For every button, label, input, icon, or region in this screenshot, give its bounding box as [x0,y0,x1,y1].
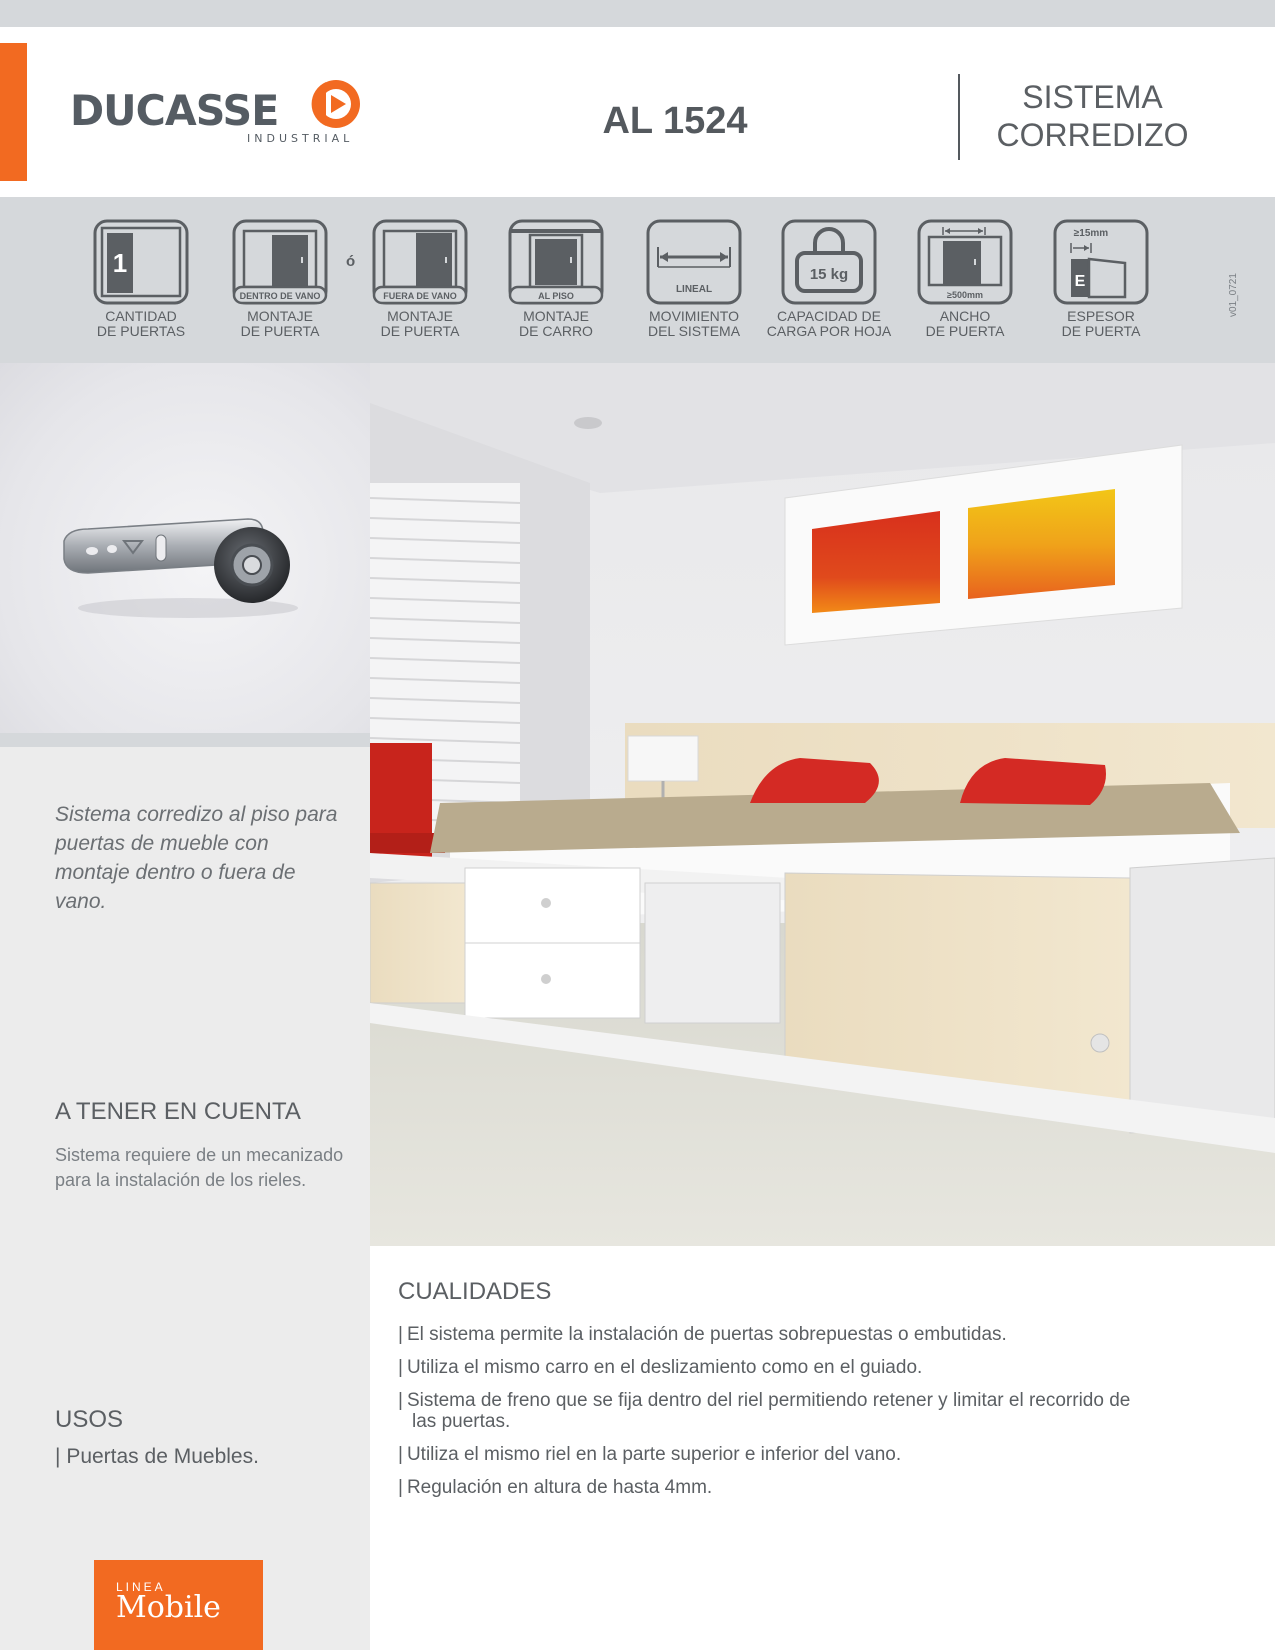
list-item: | Sistema de freno que se fija dentro del riel permitiendo retener y limitar el recorrido de las puertas. [398,1390,1131,1432]
painting-orange [968,489,1115,599]
feature-label: MONTAJE DE PUERTA [240,308,320,339]
list-marker: | [398,1390,403,1411]
bedroom-photo [370,363,1275,1246]
feature-label: MONTAJE DE CARRO [519,308,593,339]
header-divider [958,74,960,160]
top-band [0,0,1275,27]
feature-door-thickness [1036,219,1166,339]
inside-frame-mount-icon [232,219,328,305]
feature-icon-text: ≥15mm [1073,228,1109,239]
list-item: | Utiliza el mismo carro en el deslizamiento como en el guiado. [398,1357,923,1378]
system-title [970,78,1215,154]
qualities-list [398,1324,1158,1510]
brand-logo [70,76,370,146]
linea-mobile-badge [94,1560,263,1650]
system-title-line1: SISTEMA [1022,79,1163,115]
list-marker: | [55,1445,61,1468]
note-title: A TENER EN CUENTA [55,1098,301,1125]
brand-sub: INDUSTRIAL [247,132,354,145]
floor-carriage-icon [508,219,604,305]
feature-icon-text: 1 [112,248,128,278]
list-marker: | [398,1444,403,1465]
svg-text:E: E [1074,273,1086,290]
feature-label: MONTAJE DE PUERTA [380,308,460,339]
play-mark-icon [310,78,362,130]
door-width-icon [917,219,1013,305]
or-separator: ó [346,253,356,270]
uses-item-text: Puertas de Muebles. [66,1445,259,1468]
note-text: Sistema requiere de un mecanizado para la instalación de los rieles. [55,1145,344,1190]
uses-title: USOS [55,1406,124,1433]
product-image [0,363,370,733]
feature-linear-movement [629,219,759,339]
feature-label: ESPESOR DE PUERTA [1061,308,1141,339]
feature-icon-text: DENTRO DE VANO [239,291,321,301]
feature-label: CANTIDAD DE PUERTAS [96,308,186,339]
list-item: | Utiliza el mismo riel en la parte superior e inferior del vano. [398,1444,902,1465]
feature-door-count [76,219,206,339]
drawer-bottom [465,943,640,1018]
feature-icon-text: AL PISO [538,291,574,301]
accent-tab [0,43,27,181]
product-shelf [0,733,370,747]
qualities-title: CUALIDADES [398,1278,552,1305]
badge-big: Mobile [116,1590,221,1625]
red-chair [370,743,432,873]
list-item: | El sistema permite la instalación de puertas sobrepuestas o embutidas. [398,1324,1007,1345]
feature-floor-carriage [491,219,621,339]
feature-icon-text: FUERA DE VANO [383,291,457,301]
list-item: | Regulación en altura de hasta 4mm. [398,1477,713,1498]
model-code: AL 1524 [602,100,748,142]
sliding-roller-icon [58,503,308,633]
outside-frame-mount-icon [372,219,468,305]
feature-outside-mount [355,219,485,339]
feature-door-width [900,219,1030,339]
product-description: Sistema corredizo al piso para puertas de mueble con montaje dentro o fuera de vano. [55,803,338,913]
feature-icon-text: 15 kg [809,266,849,283]
feature-label: MOVIMIENTO DEL SISTEMA [647,308,741,339]
feature-label: ANCHO DE PUERTA [925,308,1005,339]
uses-item [55,1445,259,1469]
list-marker: | [398,1357,403,1378]
door-count-icon [93,219,189,305]
feature-label: CAPACIDAD DE CARGA POR HOJA [766,308,892,339]
list-marker: | [398,1477,403,1498]
weight-capacity-icon [781,219,877,305]
system-title-line2: CORREDIZO [996,117,1189,153]
version-code: v01_0721 [1228,273,1239,317]
features-band [0,197,1275,363]
feature-inside-mount [215,219,345,339]
feature-weight-capacity [764,219,894,339]
feature-icon-text: ≥500mm [947,290,983,300]
badge-small: LINEA [116,1580,166,1594]
linear-movement-icon [646,219,742,305]
bedroom-illustration [370,363,1275,1246]
feature-icon-text: LINEAL [675,284,713,295]
brand-name: DUCASSE [70,86,279,135]
door-thickness-icon [1053,219,1149,305]
drawer-top [465,868,640,943]
list-marker: | [398,1324,403,1345]
